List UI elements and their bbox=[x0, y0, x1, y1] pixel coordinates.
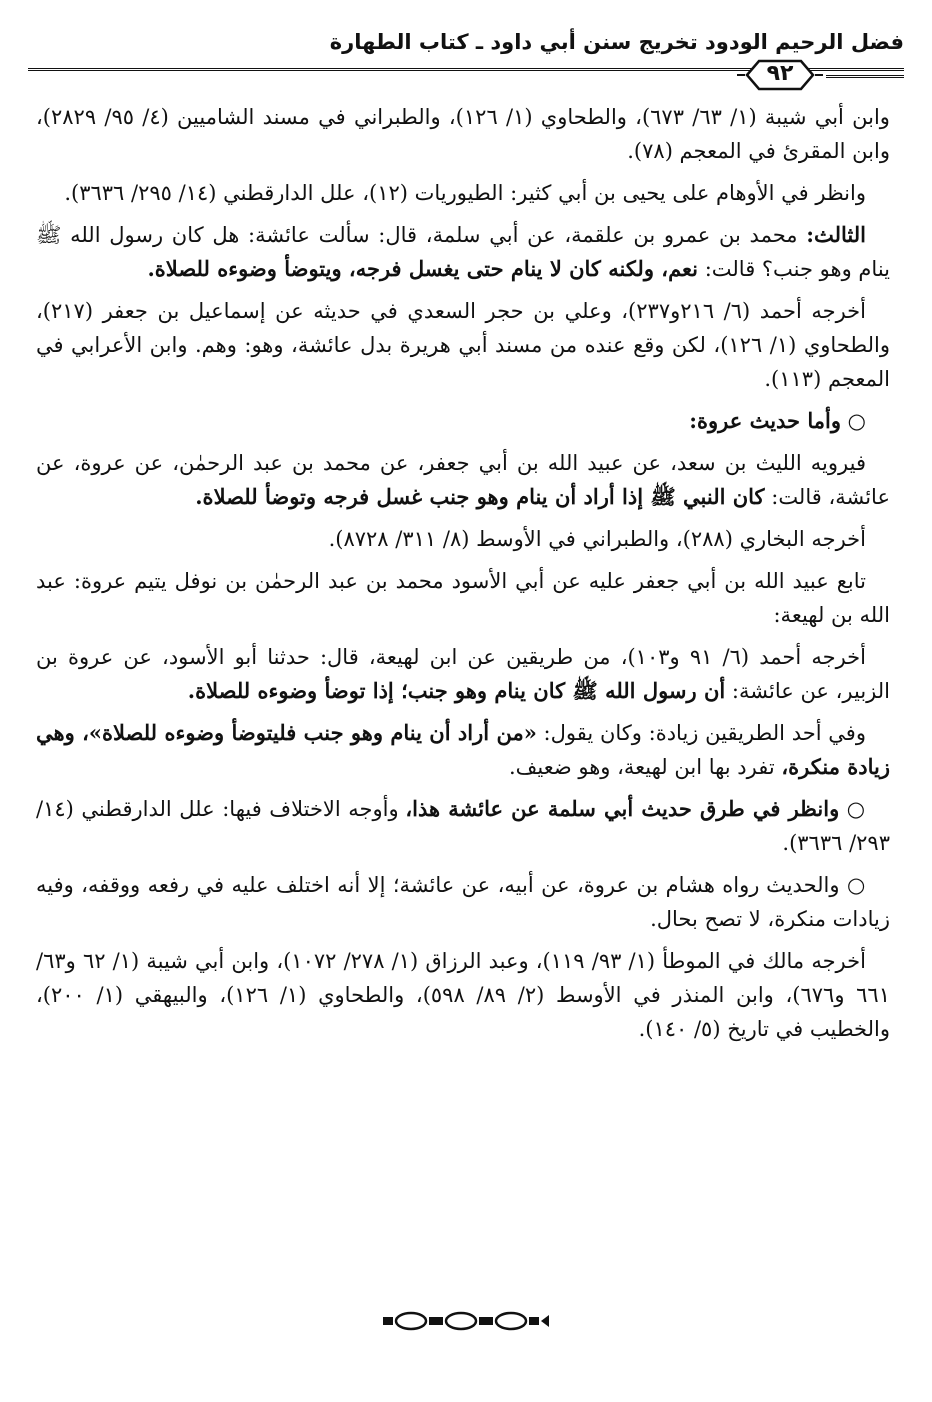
paragraph-8-text: أخرجه أحمد (٦/ ٩١ و١٠٣)، من طريقين عن ابن لهيعة، قال: حدثنا أبو الأسود، عن عروة بن الزبير، عن عائشة: bbox=[36, 645, 890, 703]
paragraph-12: أخرجه مالك في الموطأ (١/ ٩٣/ ١١٩)، وعبد الرزاق (١/ ٢٧٨/ ١٠٧٢)، وابن أبي شيبة (١/ ٦٢ و٦٣/ ٦٦١ و٦٧٦)، وابن المنذر في الأوسط (٢/ ٨٩/ ٥٩٨)، والطحاوي (١/ ١٢٦)، والبيهقي (١/ ٢٠٠)، والخطيب في تاريخ (٥/ ١٤٠). bbox=[36, 949, 890, 1041]
paragraph-5-text: فيرويه الليث بن سعد، عن عبيد الله بن أبي جعفر، عن محمد بن عبد الرحمٰن، عن عروة، عن عائشة، قالت: bbox=[36, 451, 890, 509]
paragraph-3-lead: الثالث: bbox=[806, 222, 866, 247]
bullet-circle-icon: ○ bbox=[847, 408, 866, 433]
paragraph-9 bbox=[36, 716, 890, 784]
paragraph-10 bbox=[36, 792, 890, 860]
header-title: فضل الرحيم الودود تخريج سنن أبي داود ـ كتاب الطهارة bbox=[329, 30, 904, 54]
page-number-frame bbox=[735, 58, 825, 92]
paragraph-10-bold: وانظر في طرق حديث أبي سلمة عن عائشة هذا، bbox=[405, 796, 840, 821]
page-body bbox=[36, 100, 890, 1054]
paragraph-9-text: وفي أحد الطريقين زيادة: وكان يقول: bbox=[536, 721, 866, 745]
paragraph-10-text: وأوجه الاختلاف فيها: علل الدارقطني (١٤/ ٢٩٣/ ٣٦٣٦). bbox=[36, 797, 890, 855]
section-heading-urwa bbox=[36, 404, 890, 438]
paragraph-8 bbox=[36, 640, 890, 708]
paragraph-4: أخرجه أحمد (٦/ ٢١٦و٢٣٧)، وعلي بن حجر السعدي في حديثه عن إسماعيل بن جعفر (٢١٧)، والطحاوي (١/ ١٢٦)، لكن وقع عنده من مسند أبي هريرة بدل عائشة، وهو: وهم. وابن الأعرابي في المعجم (١١٣). bbox=[36, 299, 890, 391]
paragraph-1: وابن أبي شيبة (١/ ٦٣/ ٦٧٣)، والطحاوي (١/ ١٢٦)، والطبراني في مسند الشاميين (٤/ ٩٥/ ٢٨٢٩)، وابن المقرئ في المعجم (٧٨). bbox=[36, 105, 890, 163]
paragraph-11 bbox=[36, 868, 890, 936]
bullet-circle-icon: ○ bbox=[846, 872, 866, 897]
paragraph-7: تابع عبيد الله بن أبي جعفر عليه عن أبي الأسود محمد بن عبد الرحمٰن بن نوفل يتيم عروة: عبد الله بن لهيعة: bbox=[36, 569, 890, 627]
paragraph-3-quote: نعم، ولكنه كان لا ينام حتى يغسل فرجه، ويتوضأ وضوءه للصلاة. bbox=[147, 256, 699, 281]
paragraph-3 bbox=[36, 218, 890, 286]
paragraph-9-tail: تفرد بها ابن لهيعة، وهو ضعيف. bbox=[508, 755, 782, 779]
paragraph-8-quote: أن رسول الله ﷺ كان ينام وهو جنب؛ إذا توضأ وضوءه للصلاة. bbox=[187, 678, 726, 703]
header-rule-right bbox=[826, 75, 904, 78]
paragraph-6: أخرجه البخاري (٢٨٨)، والطبراني في الأوسط (٨/ ٣١١/ ٨٧٢٨). bbox=[328, 527, 866, 551]
paragraph-5-quote: كان النبي ﷺ إذا أراد أن ينام وهو جنب غسل فرجه وتوضأ للصلاة. bbox=[195, 484, 765, 509]
paragraph-3-text: محمد بن عمرو بن علقمة، عن أبي سلمة، قال: سألت عائشة: هل كان رسول الله ﷺ ينام وهو جنب؟ قالت: bbox=[36, 223, 890, 281]
paragraph-11-text: والحديث رواه هشام بن عروة، عن أبيه، عن عائشة؛ إلا أنه اختلف عليه في رفعه ووقفه، وفيه زيادات منكرة، لا تصح بحال. bbox=[36, 873, 890, 931]
paragraph-9-quote: «من أراد أن ينام وهو جنب فليتوضأ وضوءه للصلاة»، وهي زيادة منكرة، bbox=[36, 720, 890, 779]
page-number: ٩٢ bbox=[766, 61, 794, 86]
paragraph-2: وانظر في الأوهام على يحيى بن أبي كثير: الطيوريات (١٢)، علل الدارقطني (١٤/ ٢٩٥/ ٣٦٣٦). bbox=[64, 181, 866, 205]
paragraph-5 bbox=[36, 446, 890, 514]
bullet-circle-icon: ○ bbox=[846, 796, 866, 821]
section-heading-text: وأما حديث عروة: bbox=[689, 408, 841, 433]
end-ornament-icon bbox=[0, 1310, 932, 1336]
